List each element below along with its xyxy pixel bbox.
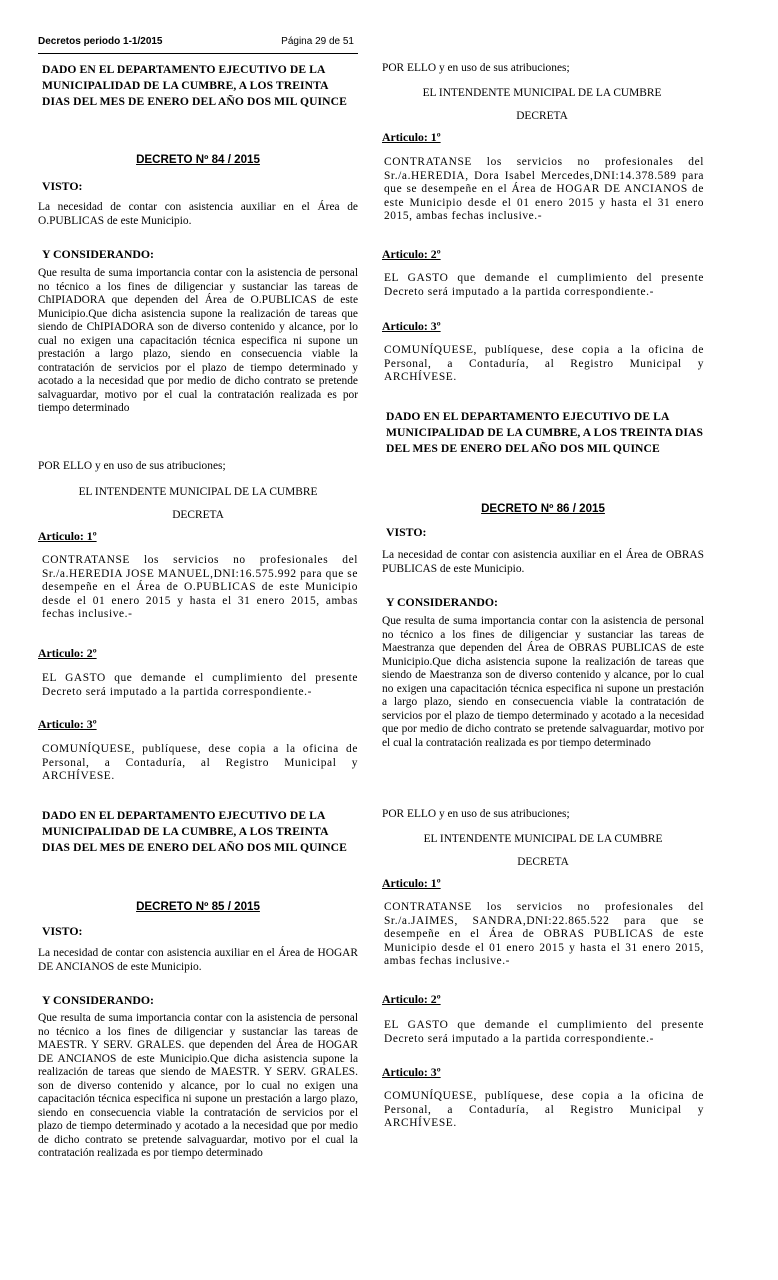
visto-label: VISTO:: [386, 525, 427, 539]
article-3-text: COMUNÍQUESE, publíquese, dese copia a la oficina de Personal, a Contaduría, al Registro Municipal y ARCHÍVESE.: [42, 743, 358, 782]
article-1-label: Articulo: 1º: [38, 529, 97, 543]
intendente-line: EL INTENDENTE MUNICIPAL DE LA CUMBRE: [422, 87, 662, 99]
decree-84-title: DECRETO Nº 84 / 2015: [136, 153, 260, 166]
closing-statement: DADO EN EL DEPARTAMENTO EJECUTIVO DE LA MUNICIPALIDAD DE LA CUMBRE, A LOS TREINTA DIAS DEL MES DE ENERO DEL AÑO DOS MIL QUINCE: [386, 410, 704, 455]
article-3-text: COMUNÍQUESE, publíquese, dese copia a la oficina de Personal, a Contaduría, al Registro Municipal y ARCHÍVESE.: [384, 344, 704, 383]
article-2-label: Articulo: 2º: [38, 646, 97, 660]
considerando-text: Que resulta de suma importancia contar con la asistencia de personal no técnico a los fines de diligenciar y sustanciar las tareas de MAESTR. Y SERV. GRALES. que dependen del Área de HOGAR DE ANCIANOS de este Municipio.Que dicha asistencia supone la realización de tareas que siendo de MAESTR. Y SERV. GRALES. son de diverso contenido y alcance, por lo cual no exigen una capacitación técnica especifica ni supone un prestación a largo plazo, siendo en consecuencia viable la contratación de servicios por el plazo de tiempo determinado y acotado a la necesidad que por medio de dicho contrato se pretende salvaguardar, motivo por el cual la contratación realizada es por tiempo determinado: [38, 1012, 358, 1159]
article-2-label: Articulo: 2º: [382, 247, 441, 261]
intendente-line: EL INTENDENTE MUNICIPAL DE LA CUMBRE: [423, 833, 663, 845]
decree-86-title: DECRETO Nº 86 / 2015: [481, 502, 605, 515]
decreta-line: DECRETA: [516, 110, 568, 122]
por-ello: POR ELLO y en uso de sus atribuciones;: [38, 460, 226, 472]
header-rule: [38, 53, 358, 54]
considerando-text: Que resulta de suma importancia contar con la asistencia de personal no técnico a los fines de diligenciar y sustanciar las tareas de ChIPIADORA que dependen del Área de O.PUBLICAS de este Municipio.Que dicha asistencia supone la realización de tareas que siendo de ChIPIADORA son de diverso contenido y alcance, por lo cual no exigen una capacitación técnica especifica ni supone un prestación a largo plazo, siendo en consecuencia viable la contratación de servicios por el plazo de tiempo determinado y acotado a la necesidad que por medio de dicho contrato se pretende salvaguardar, motivo por el cual la contratación realizada es por tiempo determinado: [38, 267, 358, 414]
article-2-text: EL GASTO que demande el cumplimiento del presente Decreto será imputado a la partida correspondiente.-: [384, 272, 704, 298]
article-3-label: Articulo: 3º: [382, 1065, 441, 1079]
article-2-text: EL GASTO que demande el cumplimiento del presente Decreto será imputado a la partida correspondiente.-: [384, 1019, 704, 1045]
visto-text: La necesidad de contar con asistencia auxiliar en el Área de HOGAR DE ANCIANOS de este Municipio.: [38, 947, 358, 973]
decreta-line: DECRETA: [172, 509, 224, 521]
considerando-label: Y CONSIDERANDO:: [386, 595, 498, 609]
article-2-label: Articulo: 2º: [382, 992, 441, 1006]
article-3-text: COMUNÍQUESE, publíquese, dese copia a la oficina de Personal, a Contaduría, al Registro Municipal y ARCHÍVESE.: [384, 1090, 704, 1129]
page-header: [38, 36, 358, 52]
article-2-text: EL GASTO que demande el cumplimiento del presente Decreto será imputado a la partida correspondiente.-: [42, 672, 358, 698]
article-1-text: CONTRATANSE los servicios no profesionales del Sr./a.JAIMES, SANDRA,DNI:22.865.522 para que se desempeñe en el Área de OBRAS PUBLICAS de este Municipio desde el 01 enero 2015 y hasta el 31 enero 2015, ambas fechas inclusive.-: [384, 901, 704, 967]
considerando-text: Que resulta de suma importancia contar con la asistencia de personal no técnico a los fines de diligenciar y sustanciar las tareas de Maestranza que dependen del Área de OBRAS PUBLICAS de este Municipio.Que dicha asistencia supone la realización de tareas que siendo de Maestranza son de diverso contenido y alcance, por lo cual no exigen una capacitación técnica especifica ni supone un prestación a largo plazo, siendo en consecuencia viable la contratación de servicios por el plazo de tiempo determinado y acotado a la necesidad que por medio de dicho contrato se pretende salvaguardar, motivo por el cual la contratación realizada es por tiempo determinado: [382, 615, 704, 749]
header-title: Decretos periodo 1-1/2015: [38, 36, 163, 47]
decreta-line: DECRETA: [517, 856, 569, 868]
closing-statement: DADO EN EL DEPARTAMENTO EJECUTIVO DE LA MUNICIPALIDAD DE LA CUMBRE, A LOS TREINTA DIAS DEL MES DE ENERO DEL AÑO DOS MIL QUINCE: [42, 63, 347, 108]
article-3-label: Articulo: 3º: [38, 717, 97, 731]
considerando-label: Y CONSIDERANDO:: [42, 247, 154, 261]
por-ello: POR ELLO y en uso de sus atribuciones;: [382, 62, 570, 74]
article-1-label: Articulo: 1º: [382, 130, 441, 144]
page-number: Página 29 de 51: [281, 36, 354, 47]
visto-text: La necesidad de contar con asistencia auxiliar en el Área de OBRAS PUBLICAS de este Municipio.: [382, 549, 704, 575]
article-1-text: CONTRATANSE los servicios no profesionales del Sr./a.HEREDIA, Dora Isabel Mercedes,DNI:14.378.589 para que se desempeñe en el Área de HOGAR DE ANCIANOS de este Municipio desde el 01 enero 2015 y hasta el 31 enero 2015, ambas fechas inclusive.-: [384, 156, 704, 222]
closing-statement: DADO EN EL DEPARTAMENTO EJECUTIVO DE LA MUNICIPALIDAD DE LA CUMBRE, A LOS TREINTA DIAS DEL MES DE ENERO DEL AÑO DOS MIL QUINCE: [42, 809, 347, 854]
decree-85-title: DECRETO Nº 85 / 2015: [136, 900, 260, 913]
intendente-line: EL INTENDENTE MUNICIPAL DE LA CUMBRE: [78, 486, 318, 498]
article-3-label: Articulo: 3º: [382, 319, 441, 333]
considerando-label: Y CONSIDERANDO:: [42, 993, 154, 1007]
article-1-text: CONTRATANSE los servicios no profesionales del Sr./a.HEREDIA JOSE MANUEL,DNI:16.575.992 para que se desempeñe en el Área de O.PUBLICAS de este Municipio desde el 01 enero 2015 y hasta el 31 enero 2015, ambas fechas inclusive.-: [42, 554, 358, 620]
article-1-label: Articulo: 1º: [382, 876, 441, 890]
visto-label: VISTO:: [42, 179, 83, 193]
por-ello: POR ELLO y en uso de sus atribuciones;: [382, 808, 570, 820]
visto-text: La necesidad de contar con asistencia auxiliar en el Área de O.PUBLICAS de este Municipio.: [38, 201, 358, 227]
visto-label: VISTO:: [42, 924, 83, 938]
